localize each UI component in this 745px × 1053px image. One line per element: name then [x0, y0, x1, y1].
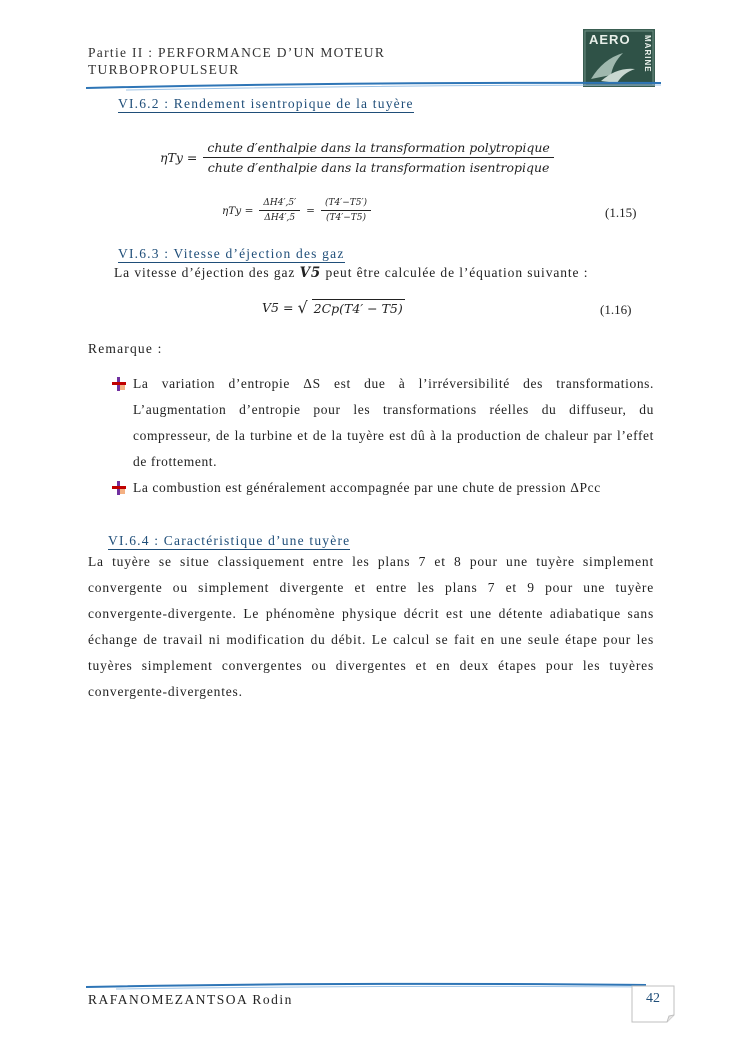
footer-rule [86, 981, 661, 991]
bullet-cross-icon [112, 377, 126, 391]
nozzle-description-paragraph: La tuyère se situe classiquement entre les plans 7 et 8 pour une tuyère simplement convergente ou simplement divergente et entre les plans 7 et 9 pour une tuyère convergente-divergente. Le phénomène physique décrit est une détente adiabatique sans échange de travail ni modification du débit. Le calcul se fait en une seule étape pour les tuyères simplement convergentes ou divergentes et en deux étapes pour les tuyères convergente-divergentes. [88, 554, 654, 699]
logo-text-aero: AERO [589, 32, 631, 47]
aero-marine-logo [583, 29, 655, 87]
logo-text-marine: MARINE [643, 35, 652, 73]
equation-1-15 [222, 198, 371, 223]
equation-number-1-16: (1.16) [600, 302, 632, 317]
intro-post: peut être calculée de l’équation suivante : [321, 265, 589, 280]
header-title-line1: Partie II : PERFORMANCE D’UN MOTEUR [88, 45, 386, 60]
page-number: 42 [646, 991, 660, 1006]
eq2-lhs: ηTy = [222, 204, 254, 217]
equation-number-1-15: (1.15) [605, 205, 637, 220]
velocity-intro-text [114, 265, 588, 281]
eq3-lhs: V5 = [262, 300, 294, 315]
remark-label: Remarque : [88, 341, 163, 356]
eq2-equals: = [306, 204, 315, 217]
eq2-fraction-enthalpy [259, 198, 300, 223]
remark-bullet-entropy: La variation d’entropie ΔS est due à l’irréversibilité des transformations. L’augmentation d’entropie pour les transformations réelles du diffuseur, du compresseur, de la turbine et de la tuyère est dû à la production de chaleur par l’effet de frottement. [133, 376, 654, 469]
equation-1-16 [262, 298, 405, 317]
remark-bullet-combustion: La combustion est généralement accompagnée par une chute de pression ΔPcc [133, 480, 601, 495]
eq2-frac2-denominator: (T4′−T5) [325, 213, 367, 223]
header-title [88, 44, 385, 78]
eq1-lhs: ηTy = [160, 150, 198, 165]
sqrt-symbol-icon: √ [297, 298, 308, 317]
section-heading-vi-6-3: VI.6.3 : Vitesse d’éjection des gaz [118, 246, 345, 261]
eq2-fraction-temperature [321, 198, 371, 223]
footer-author: RAFANOMEZANTSOA Rodin [88, 992, 293, 1007]
bullet-cross-icon [112, 481, 126, 495]
eq2-frac1-numerator: ΔH4′,5′ [259, 198, 300, 211]
equation-rendement [160, 140, 554, 175]
eq1-denominator: chute d′enthalpie dans la transformation isentropique [207, 160, 550, 175]
header-title-line2: TURBOPROPULSEUR [88, 62, 240, 77]
section-heading-vi-6-2: VI.6.2 : Rendement isentropique de la tuyère [118, 96, 414, 111]
eq2-frac1-denominator: ΔH4′,5 [264, 213, 296, 223]
intro-variable: V5 [299, 265, 322, 281]
eq1-numerator: chute d′enthalpie dans la transformation polytropique [203, 140, 553, 158]
section-heading-vi-6-4: VI.6.4 : Caractéristique d’une tuyère [108, 533, 351, 548]
header-rule [86, 80, 661, 92]
eq3-radicand: 2Cp(T4′ − T5) [313, 301, 403, 316]
eq1-fraction [203, 140, 553, 175]
intro-pre: La vitesse d’éjection des gaz [114, 265, 300, 280]
eq2-frac2-numerator: (T4′−T5′) [321, 198, 371, 211]
